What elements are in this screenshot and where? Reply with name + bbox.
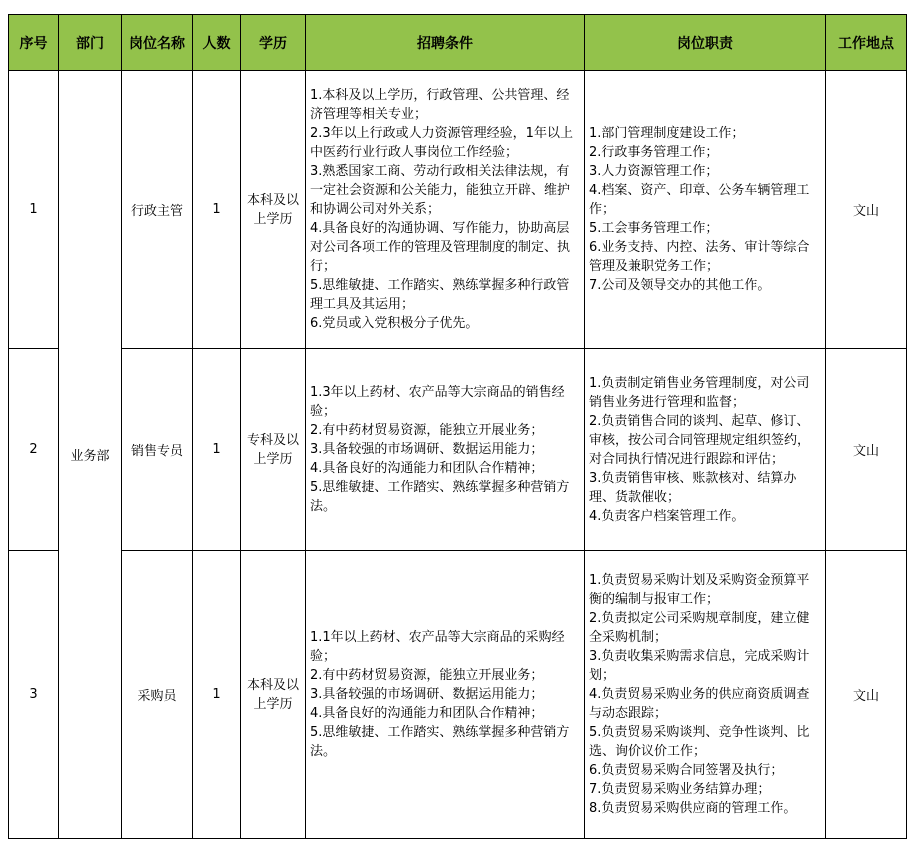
requirement-item: 5.思维敏捷、工作踏实、熟练掌握多种营销方法。 <box>310 480 570 514</box>
duty-item: 4.负责客户档案管理工作。 <box>589 508 745 524</box>
requirement-item: 6.党员或入党积极分子优先。 <box>310 316 479 331</box>
header-seq: 序号 <box>9 15 59 71</box>
duty-item: 7.负责贸易采购业务结算办理； <box>589 782 771 797</box>
table-row <box>9 349 907 551</box>
cell-education: 本科及以上学历 <box>241 71 306 349</box>
duty-item: 6.业务支持、内控、法务、审计等综合管理及兼职党务工作； <box>589 240 810 274</box>
duty-item: 5.负责贸易采购谈判、竞争性谈判、比选、询价议价工作； <box>589 725 810 759</box>
duty-item: 3.负责收集采购需求信息，完成采购计划； <box>589 649 810 683</box>
duty-item: 2.负责拟定公司采购规章制度，建立健全采购机制； <box>589 611 810 645</box>
cell-education: 本科及以上学历 <box>241 551 306 839</box>
recruitment-table <box>8 14 907 839</box>
duty-item: 3.人力资源管理工作； <box>589 164 719 179</box>
requirement-item: 5.思维敏捷、工作踏实、熟练掌握多种营销方法。 <box>310 725 570 759</box>
cell-position: 采购员 <box>122 551 193 839</box>
requirement-item: 3.具备较强的市场调研、数据运用能力； <box>310 687 544 702</box>
cell-count: 1 <box>193 349 241 551</box>
requirement-item: 5.思维敏捷、工作踏实、熟练掌握多种行政管理工具及其运用； <box>310 278 570 312</box>
cell-count: 1 <box>193 71 241 349</box>
header-position: 岗位名称 <box>122 15 193 71</box>
cell-location: 文山 <box>826 71 907 349</box>
requirement-item: 1.1年以上药材、农产品等大宗商品的采购经验； <box>310 630 565 664</box>
duty-item: 2.负责销售合同的谈判、起草、修订、审核，按公司合同管理规定组织签约，对合同执行情况进行跟踪和评估； <box>589 413 811 467</box>
header-dept: 部门 <box>59 15 122 71</box>
cell-count: 1 <box>193 551 241 839</box>
header-location: 工作地点 <box>826 15 907 71</box>
cell-position: 行政主管 <box>122 71 193 349</box>
header-count: 人数 <box>193 15 241 71</box>
cell-location: 文山 <box>826 551 907 839</box>
cell-location: 文山 <box>826 349 907 551</box>
cell-duties <box>585 551 826 839</box>
requirement-item: 4.具备良好的沟通能力和团队合作精神； <box>310 706 544 721</box>
cell-seq: 2 <box>9 349 59 551</box>
requirement-item: 2.3年以上行政或人力资源管理经验，1年以上中医药行业行政人事岗位工作经验； <box>310 126 573 160</box>
requirement-item: 4.具备良好的沟通协调、写作能力，协助高层对公司各项工作的管理及管理制度的制定、执行； <box>310 221 571 274</box>
duty-item: 3.负责销售审核、账款核对、结算办理、货款催收； <box>589 470 797 505</box>
cell-position: 销售专员 <box>122 349 193 551</box>
cell-duties <box>585 349 826 551</box>
header-education: 学历 <box>241 15 306 71</box>
requirement-item: 4.具备良好的沟通能力和团队合作精神； <box>310 461 544 476</box>
duty-item: 4.负责贸易采购业务的供应商资质调查与动态跟踪； <box>589 687 810 721</box>
cell-requirements <box>306 349 585 551</box>
duty-item: 5.工会事务管理工作； <box>589 221 719 236</box>
requirement-item: 2.有中药材贸易资源，能独立开展业务； <box>310 423 544 438</box>
header-row <box>9 15 907 71</box>
requirement-item: 1.3年以上药材、农产品等大宗商品的销售经验； <box>310 385 565 419</box>
duty-item: 8.负责贸易采购供应商的管理工作。 <box>589 801 797 816</box>
table-row <box>9 551 907 839</box>
duty-item: 1.部门管理制度建设工作； <box>589 126 745 141</box>
cell-requirements <box>306 71 585 349</box>
cell-department: 业务部 <box>59 71 122 839</box>
duty-item: 2.行政事务管理工作； <box>589 145 719 160</box>
header-requirements: 招聘条件 <box>306 15 585 71</box>
duty-item: 1.负责贸易采购计划及采购资金预算平衡的编制与报审工作； <box>589 573 810 607</box>
duty-item: 1.负责制定销售业务管理制度，对公司销售业务进行管理和监督； <box>589 375 810 410</box>
requirement-item: 3.熟悉国家工商、劳动行政相关法律法规，有一定社会资源和公关能力，能独立开辟、维护和协调公司对外关系； <box>310 164 571 217</box>
header-duties: 岗位职责 <box>585 15 826 71</box>
cell-requirements <box>306 551 585 839</box>
requirement-item: 1.本科及以上学历，行政管理、公共管理、经济管理等相关专业； <box>310 88 570 122</box>
requirement-item: 3.具备较强的市场调研、数据运用能力； <box>310 442 544 457</box>
duty-item: 7.公司及领导交办的其他工作。 <box>589 278 771 293</box>
cell-duties <box>585 71 826 349</box>
duty-item: 4.档案、资产、印章、公务车辆管理工作； <box>589 183 810 217</box>
cell-seq: 3 <box>9 551 59 839</box>
cell-seq: 1 <box>9 71 59 349</box>
cell-education: 专科及以上学历 <box>241 349 306 551</box>
table-row <box>9 71 907 349</box>
duty-item: 6.负责贸易采购合同签署及执行； <box>589 763 784 778</box>
requirement-item: 2.有中药材贸易资源，能独立开展业务； <box>310 668 544 683</box>
